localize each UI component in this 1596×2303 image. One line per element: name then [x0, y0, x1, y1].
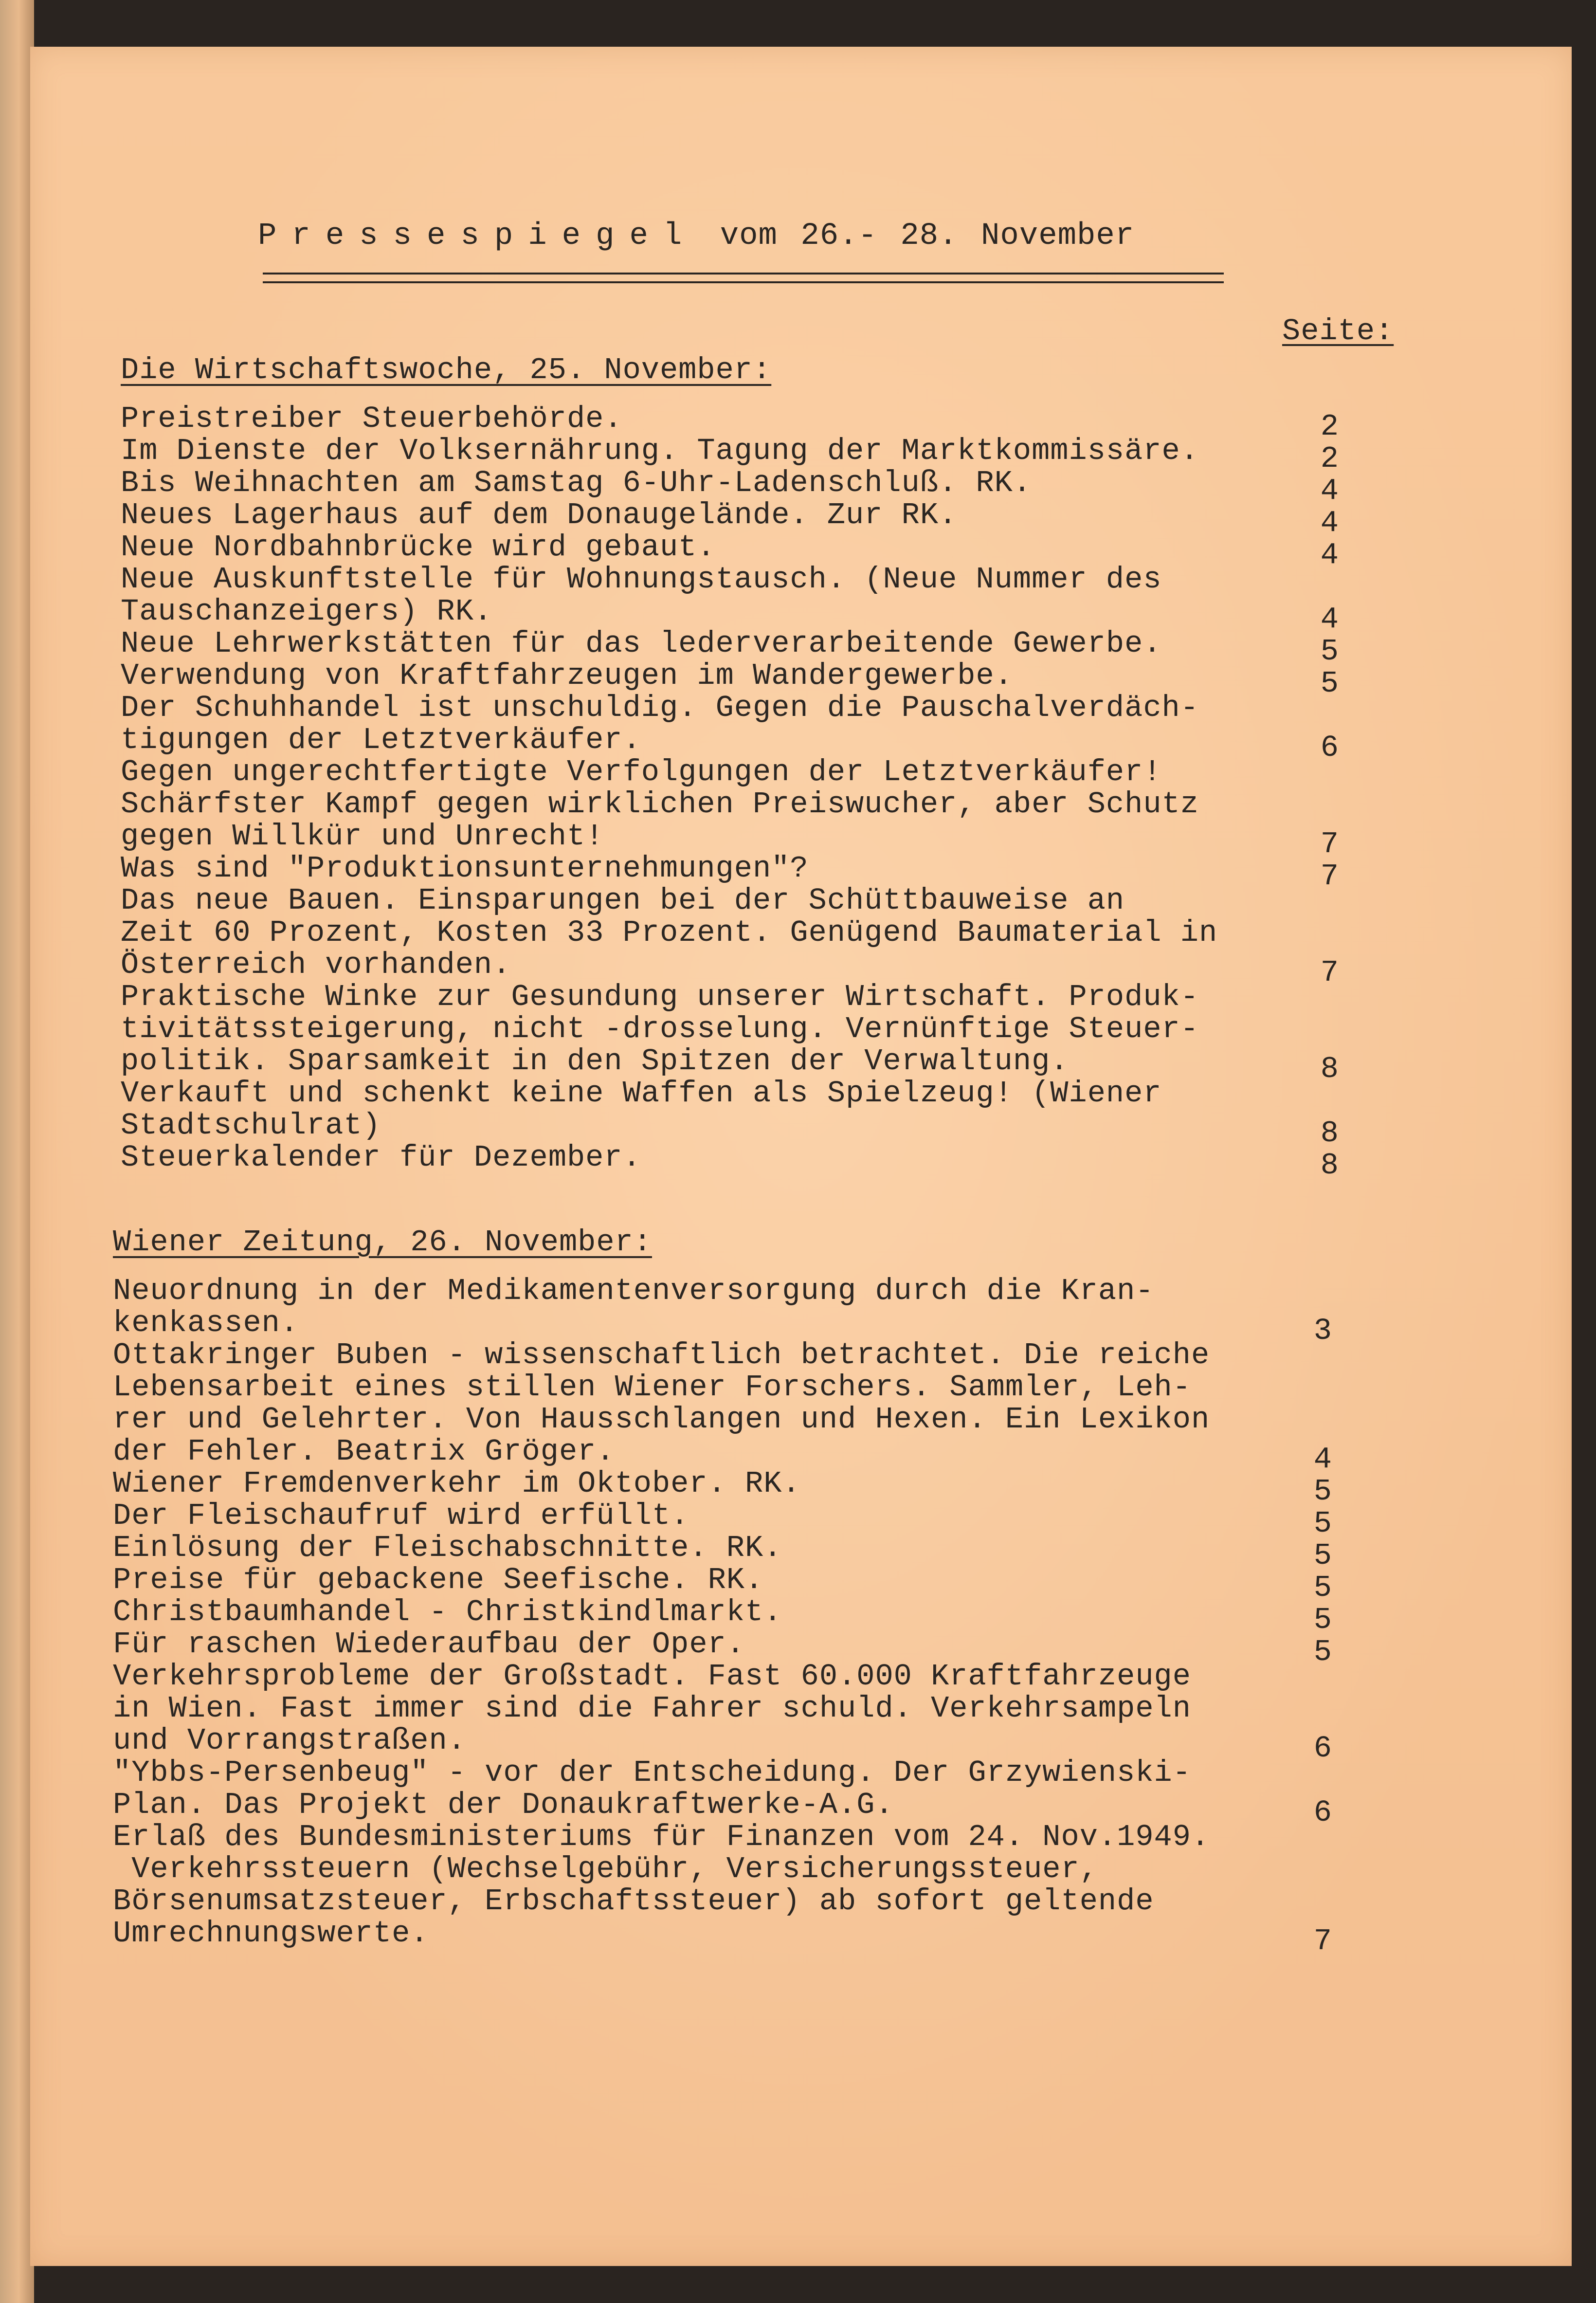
page-title — [258, 220, 1134, 252]
entry-line: rer und Gelehrter. Von Hausschlangen und Hexen. Ein Lexikon — [113, 1402, 1210, 1437]
entry-line: tivitätssteigerung, nicht -drosselung. Vernünftige Steuer- — [121, 1012, 1199, 1046]
entry-line: Verwendung von Kraftfahrzeugen im Wandergewerbe. — [121, 658, 1013, 693]
binding-edge — [0, 0, 34, 2303]
entry-line: Im Dienste der Volksernährung. Tagung der Marktkommissäre. — [121, 434, 1199, 468]
page-column-label: Seite: — [1282, 314, 1394, 348]
entry-line: und Vorrangstraßen. — [113, 1723, 466, 1758]
entry-line: Bis Weihnachten am Samstag 6-Uhr-Ladenschluß. RK. — [121, 466, 1032, 500]
entry-line: Steuerkalender für Dezember. — [121, 1140, 641, 1175]
entry-page-number: 3 — [1313, 1314, 1332, 1348]
entry-page-number: 5 — [1313, 1506, 1332, 1541]
entry-line: Börsenumsatzsteuer, Erbschaftssteuer) ab sofort geltende — [113, 1884, 1154, 1919]
entry-page-number: 7 — [1320, 955, 1339, 990]
entry-line: Gegen ungerechtfertigte Verfolgungen der Letztverkäufer! — [121, 755, 1162, 789]
entry-page-number: 7 — [1320, 827, 1339, 861]
entry-line: Neue Lehrwerkstätten für das lederverarbeitende Gewerbe. — [121, 626, 1162, 661]
entry-line: der Fehler. Beatrix Gröger. — [113, 1434, 615, 1469]
entry-line: Neue Auskunftstelle für Wohnungstausch. (Neue Nummer des — [121, 562, 1162, 597]
entry-line: Preistreiber Steuerbehörde. — [121, 402, 623, 436]
section-heading: Die Wirtschaftswoche, 25. November: — [121, 353, 772, 387]
entry-line: Ottakringer Buben - wissenschaftlich betrachtet. Die reiche — [113, 1338, 1210, 1372]
entry-page-number: 6 — [1320, 731, 1339, 765]
entry-page-number: 2 — [1320, 441, 1339, 476]
entry-line: kenkassen. — [113, 1306, 299, 1340]
entry-page-number: 5 — [1313, 1603, 1332, 1637]
entry-page-number: 7 — [1313, 1924, 1332, 1958]
entry-line: Praktische Winke zur Gesundung unserer Wirtschaft. Produk- — [121, 980, 1199, 1014]
entry-line: Christbaumhandel - Christkindlmarkt. — [113, 1595, 782, 1629]
entry-page-number: 2 — [1320, 409, 1339, 444]
entry-page-number: 8 — [1320, 1116, 1339, 1151]
entry-line: Erlaß des Bundesministeriums für Finanzen vom 24. Nov.1949. — [113, 1820, 1210, 1854]
entry-line: Neuordnung in der Medikamentenversorgung durch die Kran- — [113, 1274, 1154, 1308]
entry-line: Stadtschulrat) — [121, 1108, 381, 1143]
entry-line: politik. Sparsamkeit in den Spitzen der Verwaltung. — [121, 1044, 1069, 1078]
entry-line: Wiener Fremdenverkehr im Oktober. RK. — [113, 1466, 801, 1501]
entry-line: Plan. Das Projekt der Donaukraftwerke-A.G. — [113, 1788, 894, 1822]
entry-line: Preise für gebackene Seefische. RK. — [113, 1563, 764, 1597]
entry-page-number: 5 — [1320, 634, 1339, 669]
entry-page-number: 5 — [1313, 1474, 1332, 1509]
entry-line: Neues Lagerhaus auf dem Donaugelände. Zur RK. — [121, 498, 958, 532]
entry-page-number: 5 — [1320, 666, 1339, 701]
entry-page-number: 4 — [1320, 506, 1339, 540]
entry-line: tigungen der Letztverkäufer. — [121, 723, 641, 757]
entry-line: Verkehrssteuern (Wechselgebühr, Versicherungssteuer, — [113, 1852, 1098, 1886]
entry-page-number: 5 — [1313, 1635, 1332, 1669]
entry-page-number: 5 — [1313, 1571, 1332, 1605]
entry-line: gegen Willkür und Unrecht! — [121, 819, 604, 854]
entry-page-number: 8 — [1320, 1148, 1339, 1183]
entry-line: Tauschanzeigers) RK. — [121, 594, 493, 629]
section-heading: Wiener Zeitung, 26. November: — [113, 1225, 652, 1260]
entry-line: Zeit 60 Prozent, Kosten 33 Prozent. Genügend Baumaterial in — [121, 915, 1218, 950]
entry-line: Österreich vorhanden. — [121, 948, 511, 982]
entry-line: Verkehrsprobleme der Großstadt. Fast 60.000 Kraftfahrzeuge — [113, 1659, 1191, 1694]
entry-line: Der Schuhhandel ist unschuldig. Gegen die Pauschalverdäch- — [121, 691, 1199, 725]
title-date-range: vom 26.- 28. November — [720, 219, 1135, 254]
entry-line: Verkauft und schenkt keine Waffen als Spielzeug! (Wiener — [121, 1076, 1162, 1111]
entry-line: Der Fleischaufruf wird erfüllt. — [113, 1499, 689, 1533]
entry-page-number: 5 — [1313, 1538, 1332, 1573]
entry-line: Umrechnungswerte. — [113, 1916, 429, 1951]
entry-page-number: 4 — [1313, 1442, 1332, 1477]
entry-page-number: 6 — [1313, 1731, 1332, 1766]
title-word: Pressespiegel — [258, 219, 697, 254]
entry-line: Was sind "Produktionsunternehmungen"? — [121, 851, 809, 886]
entry-page-number: 8 — [1320, 1052, 1339, 1086]
entry-line: "Ybbs-Persenbeug" - vor der Entscheidung. Der Grzywienski- — [113, 1755, 1191, 1790]
entry-page-number: 7 — [1320, 859, 1339, 894]
entry-line: Einlösung der Fleischabschnitte. RK. — [113, 1531, 782, 1565]
entry-line: Das neue Bauen. Einsparungen bei der Schüttbauweise an — [121, 883, 1125, 918]
entry-line: Schärfster Kampf gegen wirklichen Preiswucher, aber Schutz — [121, 787, 1199, 822]
entry-page-number: 4 — [1320, 474, 1339, 508]
entry-line: Lebensarbeit eines stillen Wiener Forschers. Sammler, Leh- — [113, 1370, 1191, 1405]
entry-page-number: 6 — [1313, 1795, 1332, 1830]
title-double-rule — [263, 273, 1224, 283]
entry-line: Für raschen Wiederaufbau der Oper. — [113, 1627, 745, 1662]
entry-line: in Wien. Fast immer sind die Fahrer schuld. Verkehrsampeln — [113, 1691, 1191, 1726]
entry-line: Neue Nordbahnbrücke wird gebaut. — [121, 530, 716, 565]
entry-page-number: 4 — [1320, 538, 1339, 572]
entry-page-number: 4 — [1320, 602, 1339, 637]
